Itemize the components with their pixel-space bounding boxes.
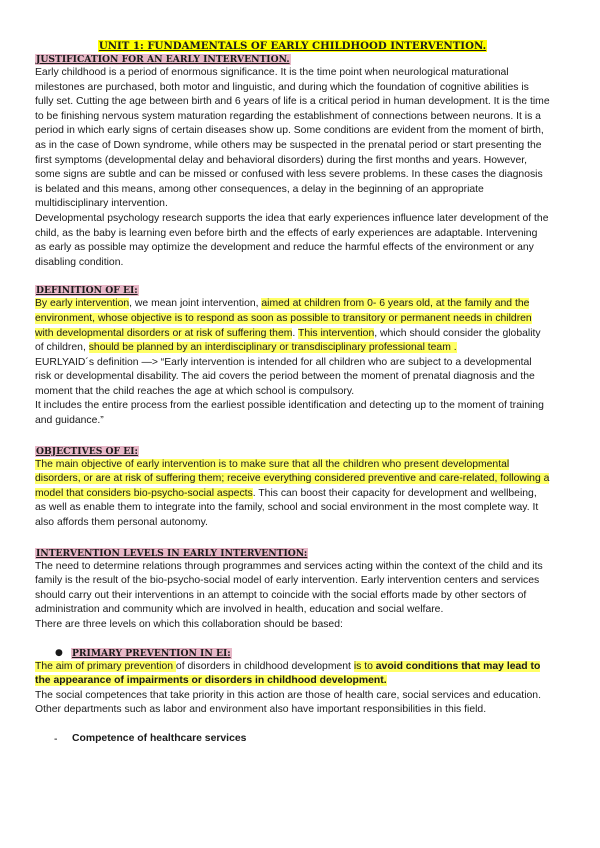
definition-heading: DEFINITION OF EI:	[36, 285, 138, 297]
levels-heading: INTERVENTION LEVELS IN EARLY INTERVENTION:	[36, 547, 308, 559]
justification-heading: JUSTIFICATION FOR AN EARLY INTERVENTION.	[36, 54, 290, 65]
levels-paragraph-2: There are three levels on which this collaboration should be based:	[35, 619, 343, 630]
healthcare-competence-item	[54, 732, 550, 747]
objectives-paragraph: The main objective of early intervention is to make sure that all the children who present developmental disorders, or are at risk of suffering them; receive everything considered preventive and care-related, following a model that considers bio-psycho-social aspects. This can boost their capacity for development and wellbeing, as well as enable them to integrate into the family, school and social environment in the most complete way. It also affords them personal autonomy.	[35, 458, 550, 529]
definition-paragraph-1: By early intervention, we mean joint intervention, aimed at children from 0- 6 years old, at the family and the environment, whose objective is to respond as soon as possible to transitory or permanent needs in children with developmental disorders or at risk of suffering them. This intervention, which should consider the globality of children, should be planned by an interdisciplinary or transdisciplinary professional team .	[35, 298, 541, 354]
definition-paragraph-3: It includes the entire process from the earliest possible identification and detecting up to the moment of training and guidance.”	[35, 400, 544, 427]
bullet-icon: ●	[55, 648, 63, 659]
healthcare-competence-label: Competence of healthcare services	[72, 732, 247, 744]
unit-title: UNIT 1: FUNDAMENTALS OF EARLY CHILDHOOD INTERVENTION.	[98, 40, 487, 52]
primary-prevention-bullet	[55, 647, 550, 660]
definition-paragraph-2: EURLYAID´s definition —> “Early intervention is intended for all children who are subject to a developmental risk or developmental disability. The aid covers the period between the moment of prenatal diagnosis and the moment that the child reaches the age at which school is compulsory.	[35, 356, 535, 397]
levels-paragraph-1: The need to determine relations through programmes and services acting within the context of the child and its family is the result of the bio-psycho-social model of early intervention. Early intervention centers and services should carry out their interventions in an attempt to coincide with the social efforts made by other sectors of administration and community which are involved in health, education and social welfare.	[35, 560, 543, 616]
primary-prevention-paragraph-2: The social competences that take priority in this action are those of health care, social services and education. Other departments such as labor and environment also have important responsibilities in this field.	[35, 689, 541, 716]
primary-prevention-paragraph-1: The aim of primary prevention of disorders in childhood development is to avoid conditions that may lead to the appearance of impairments or disorders in childhood development.	[35, 660, 541, 687]
dash-marker: -	[54, 733, 58, 745]
objectives-heading: OBJECTIVES OF EI:	[36, 445, 138, 457]
justification-paragraph-1: Early childhood is a period of enormous significance. It is the time point when neurological maturational milestones are purchased, both motor and linguistic, and during which the foundation of cognitive abilities is fully set. Cutting the age between birth and 6 years of life is a critical period in human development. It is the time to be finishing nervous system maturation regarding the establishment of connections between neurons. It is a period in which early signs of certain diseases show up. Some conditions are evident from the moment of birth, as in the case of Down syndrome, while others may be suspected in the prenatal period or start presenting the first symptoms (developmental delay and behavioral disorders) during the first months and years. However, some signs are subtle and can be missed or confused with less severe problems. In these cases the diagnosis is belated and this means, among other consequences, a delay in the beginning of an appropriate multidisciplinary intervention.	[35, 67, 550, 210]
primary-prevention-heading: PRIMARY PREVENTION IN EI:	[72, 647, 231, 659]
justification-paragraph-2: Developmental psychology research supports the idea that early experiences influence later development of the child, as the baby is learning even before birth and the effects of early experiences are adaptable. Intervening as early as possible may optimize the development and reduce the harmful effects of the environment or any disabling condition.	[35, 212, 549, 268]
